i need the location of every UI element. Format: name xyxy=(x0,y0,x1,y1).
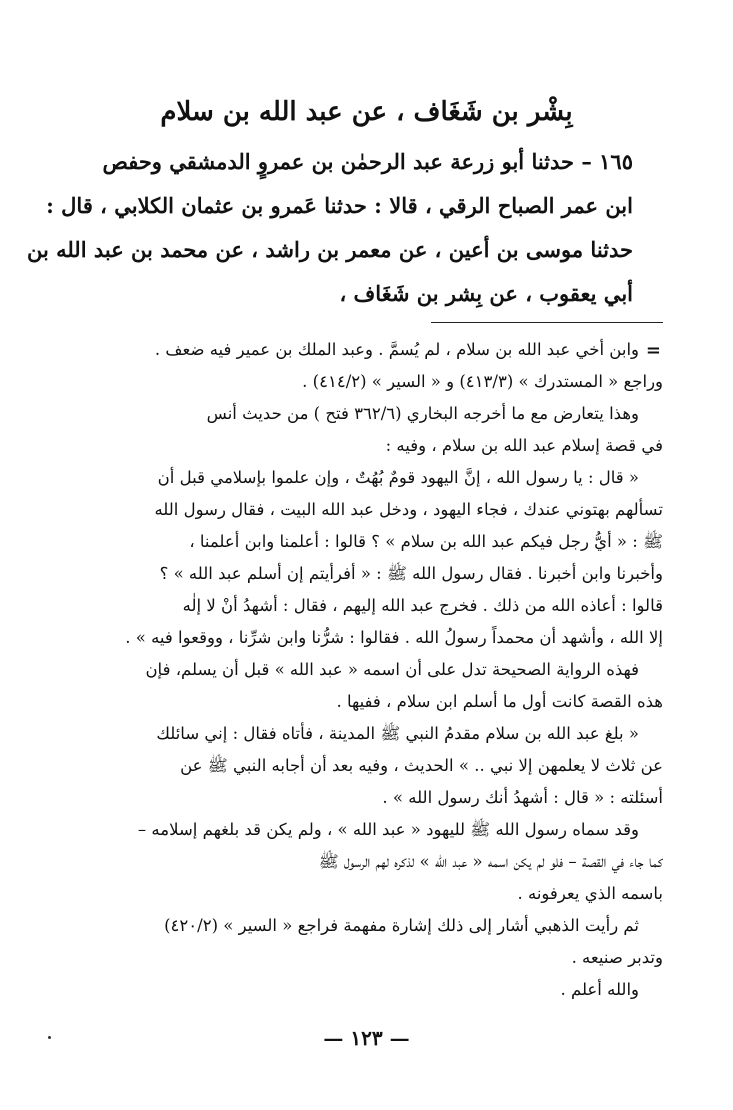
footnote-line: ﷺ : « أيُّ رجل فيكم عبد الله بن سلام » ؟ قالوا : أعلمنا وابن أعلمنا ، xyxy=(189,532,663,551)
footnote-line: تسألهم بهتوني عندك ، فجاء اليهود ، ودخل عبد الله البيت ، فقال رسول الله xyxy=(154,500,663,519)
footnote-line: والله أعلم . xyxy=(560,980,639,999)
footnote-continuation-mark: = xyxy=(645,340,661,361)
footnote-line: عن ثلاث لا يعلمهن إلا نبي .. » الحديث ، وفيه بعد أن أجابه النبي ﷺ عن xyxy=(180,756,663,775)
footnote-line: وتدبر صنيعه . xyxy=(571,948,663,967)
page-number: — ١٢٣ — xyxy=(323,1026,410,1050)
hadith-line: ١٦٥ – حدثنا أبو زرعة عبد الرحمٰن بن عمروٍ الدمشقي وحفص xyxy=(102,149,633,174)
footnote-line: وهذا يتعارض مع ما أخرجه البخاري (٣٦٢/٦ فتح ) من حديث أنس xyxy=(206,404,639,423)
footnote-line: كما جاء في القصة – فلو لم يكن اسمه « عبد الله » لذكره لهم الرسول ﷺ xyxy=(318,852,663,871)
footnote-line: « بلغ عبد الله بن سلام مقدمُ النبي ﷺ المدينة ، فأتاه فقال : إني سائلك xyxy=(156,724,639,743)
footnote-line: « قال : يا رسول الله ، إنَّ اليهود قومٌ بُهُتٌ ، وإن علموا بإسلامي قبل أن xyxy=(157,468,639,487)
chapter-heading: بِشْر بن شَغَاف ، عن عبد الله بن سلام xyxy=(160,97,573,127)
footnote-divider xyxy=(431,322,663,323)
footnotes xyxy=(78,334,663,1006)
footnote-line: في قصة إسلام عبد الله بن سلام ، وفيه : xyxy=(385,436,663,455)
footnote-line: قالوا : أعاذه الله من ذلك . فخرج عبد الله إليهم ، فقال : أشهدُ أنْ لا إلٰه xyxy=(182,596,663,615)
hadith-text xyxy=(26,140,633,316)
footnote-line: باسمه الذي يعرفونه . xyxy=(517,884,663,903)
hadith-line: حدثنا موسى بن أعين ، عن معمر بن راشد ، عن محمد بن عبد الله بن xyxy=(26,237,633,262)
footnote-line: أسئلته : « قال : أشهدُ أنك رسول الله » . xyxy=(382,788,663,807)
footnote-line: وأخبرنا وابن أخبرنا . فقال رسول الله ﷺ : « أفرأيتم إن أسلم عبد الله » ؟ xyxy=(159,564,663,583)
hadith-line: أبي يعقوب ، عن بِشر بن شَغَاف ، xyxy=(339,281,633,306)
footnote-line: وقد سماه رسول الله ﷺ لليهود « عبد الله » ، ولم يكن قد بلغهم إسلامه – xyxy=(137,820,639,839)
page-speck xyxy=(48,1036,51,1039)
footnote-line: فهذه الرواية الصحيحة تدل على أن اسمه « عبد الله » قبل أن يسلم، فإن xyxy=(145,660,639,679)
footnote-line: وابن أخي عبد الله بن سلام ، لم يُسمَّ . وعبد الملك بن عمير فيه ضعف . xyxy=(154,340,639,359)
footnote-line: هذه القصة كانت أول ما أسلم ابن سلام ، ففيها . xyxy=(336,692,663,711)
footnote-line: إلا الله ، وأشهد أن محمداً رسولُ الله . فقالوا : شرُّنا وابن شرِّنا ، ووقعوا فيه » . xyxy=(125,628,663,647)
footnote-line: ثم رأيت الذهبي أشار إلى ذلك إشارة مفهمة فراجع « السير » (٤٢٠/٢) xyxy=(164,916,639,935)
hadith-line: ابن عمر الصباح الرقي ، قالا : حدثنا عَمرو بن عثمان الكلابي ، قال : xyxy=(46,193,633,218)
footnote-line: وراجع « المستدرك » (٤١٣/٣) و « السير » (٤١٤/٢) . xyxy=(302,372,663,391)
